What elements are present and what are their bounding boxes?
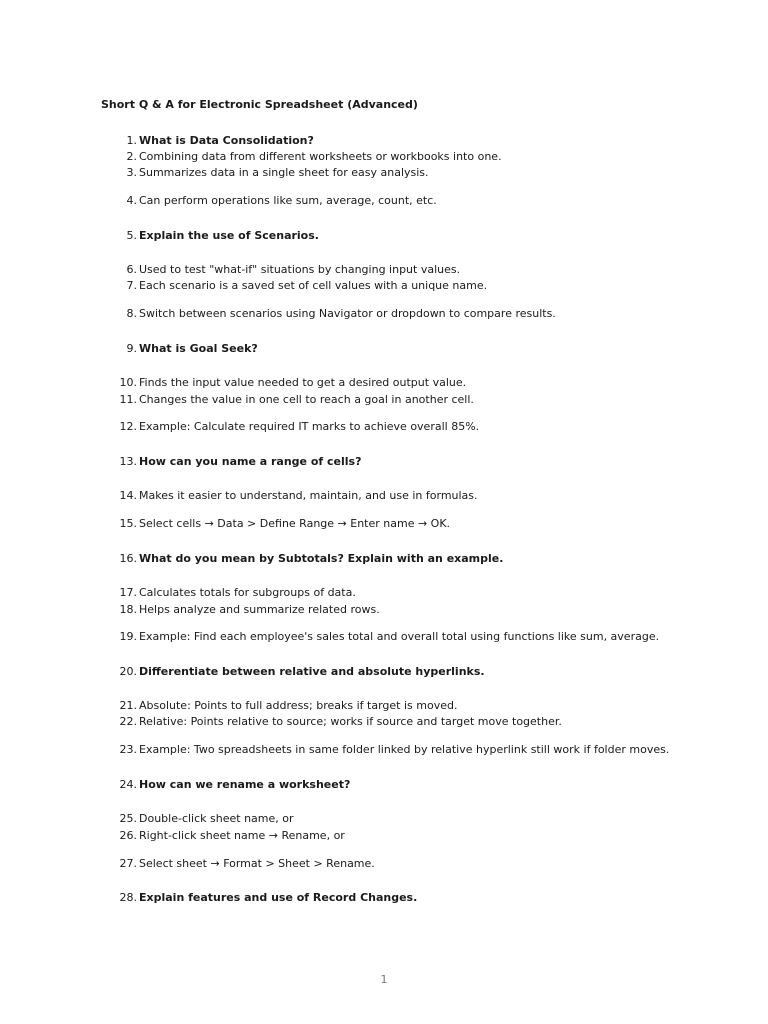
list-item: [100, 778, 700, 792]
list-item: [100, 812, 700, 826]
item-number: 3.: [126, 166, 137, 179]
answer-text: Right-click sheet name → Rename, or: [139, 829, 345, 842]
item-number: 19.: [119, 630, 137, 643]
question-text: Explain features and use of Record Changes.: [139, 891, 418, 904]
list-item: [100, 194, 700, 208]
item-number: 14.: [119, 489, 137, 502]
list-item: [100, 489, 700, 503]
list-item: [100, 603, 700, 617]
answer-text: Used to test "what-if" situations by changing input values.: [139, 263, 461, 276]
answer-text: Example: Calculate required IT marks to achieve overall 85%.: [139, 420, 480, 433]
answer-text: Calculates totals for subgroups of data.: [139, 586, 356, 599]
list-item: [100, 455, 700, 469]
list-item: [100, 891, 700, 905]
item-number: 5.: [126, 229, 137, 242]
list-item: [100, 166, 700, 180]
list-item: [100, 376, 700, 390]
answer-text: Summarizes data in a single sheet for easy analysis.: [139, 166, 429, 179]
item-number: 11.: [119, 393, 137, 406]
item-number: 8.: [126, 307, 137, 320]
list-item: [100, 517, 700, 531]
list-item: [100, 393, 700, 407]
list-item: [100, 586, 700, 600]
list-item: [100, 263, 700, 277]
answer-text: Example: Find each employee's sales total and overall total using functions like sum, average.: [139, 630, 660, 643]
list-item: [100, 420, 700, 434]
answer-text: Select sheet → Format > Sheet > Rename.: [139, 857, 375, 870]
list-item: [100, 743, 700, 757]
answer-text: Can perform operations like sum, average, count, etc.: [139, 194, 437, 207]
item-number: 16.: [119, 552, 137, 565]
document-title: Short Q & A for Electronic Spreadsheet (Advanced): [101, 98, 418, 111]
question-text: What is Data Consolidation?: [139, 134, 314, 147]
answer-text: Helps analyze and summarize related rows.: [139, 603, 380, 616]
item-number: 23.: [119, 743, 137, 756]
item-number: 18.: [119, 603, 137, 616]
question-text: What is Goal Seek?: [139, 342, 258, 355]
item-number: 20.: [119, 665, 137, 678]
answer-text: Double-click sheet name, or: [139, 812, 294, 825]
item-number: 24.: [119, 778, 137, 791]
item-number: 10.: [119, 376, 137, 389]
answer-text: Each scenario is a saved set of cell values with a unique name.: [139, 279, 488, 292]
answer-text: Switch between scenarios using Navigator or dropdown to compare results.: [139, 307, 556, 320]
question-text: What do you mean by Subtotals? Explain with an example.: [139, 552, 504, 565]
answer-text: Relative: Points relative to source; works if source and target move together.: [139, 715, 562, 728]
question-text: Differentiate between relative and absolute hyperlinks.: [139, 665, 485, 678]
item-number: 22.: [119, 715, 137, 728]
list-item: [100, 342, 700, 356]
item-number: 13.: [119, 455, 137, 468]
answer-text: Finds the input value needed to get a desired output value.: [139, 376, 467, 389]
answer-text: Changes the value in one cell to reach a goal in another cell.: [139, 393, 474, 406]
list-item: [100, 715, 700, 729]
item-number: 17.: [119, 586, 137, 599]
item-number: 28.: [119, 891, 137, 904]
item-number: 7.: [126, 279, 137, 292]
answer-text: Example: Two spreadsheets in same folder linked by relative hyperlink still work if folder moves.: [139, 743, 670, 756]
item-number: 2.: [126, 150, 137, 163]
item-number: 9.: [126, 342, 137, 355]
item-number: 26.: [119, 829, 137, 842]
item-number: 15.: [119, 517, 137, 530]
list-item: [100, 857, 700, 871]
list-item: [100, 307, 700, 321]
item-number: 21.: [119, 699, 137, 712]
list-item: [100, 279, 700, 293]
answer-text: Makes it easier to understand, maintain, and use in formulas.: [139, 489, 478, 502]
question-text: How can you name a range of cells?: [139, 455, 362, 468]
item-number: 4.: [126, 194, 137, 207]
page-number: 1: [380, 973, 388, 986]
list-item: [100, 665, 700, 679]
answer-text: Select cells → Data > Define Range → Enter name → OK.: [139, 517, 451, 530]
list-item: [100, 134, 700, 148]
list-item: [100, 630, 700, 644]
question-text: Explain the use of Scenarios.: [139, 229, 319, 242]
item-number: 27.: [119, 857, 137, 870]
list-item: [100, 229, 700, 243]
list-item: [100, 552, 700, 566]
item-number: 1.: [126, 134, 137, 147]
list-item: [100, 150, 700, 164]
item-number: 6.: [126, 263, 137, 276]
item-number: 12.: [119, 420, 137, 433]
answer-text: Combining data from different worksheets or workbooks into one.: [139, 150, 502, 163]
question-text: How can we rename a worksheet?: [139, 778, 351, 791]
list-item: [100, 699, 700, 713]
answer-text: Absolute: Points to full address; breaks if target is moved.: [139, 699, 458, 712]
list-item: [100, 829, 700, 843]
item-number: 25.: [119, 812, 137, 825]
